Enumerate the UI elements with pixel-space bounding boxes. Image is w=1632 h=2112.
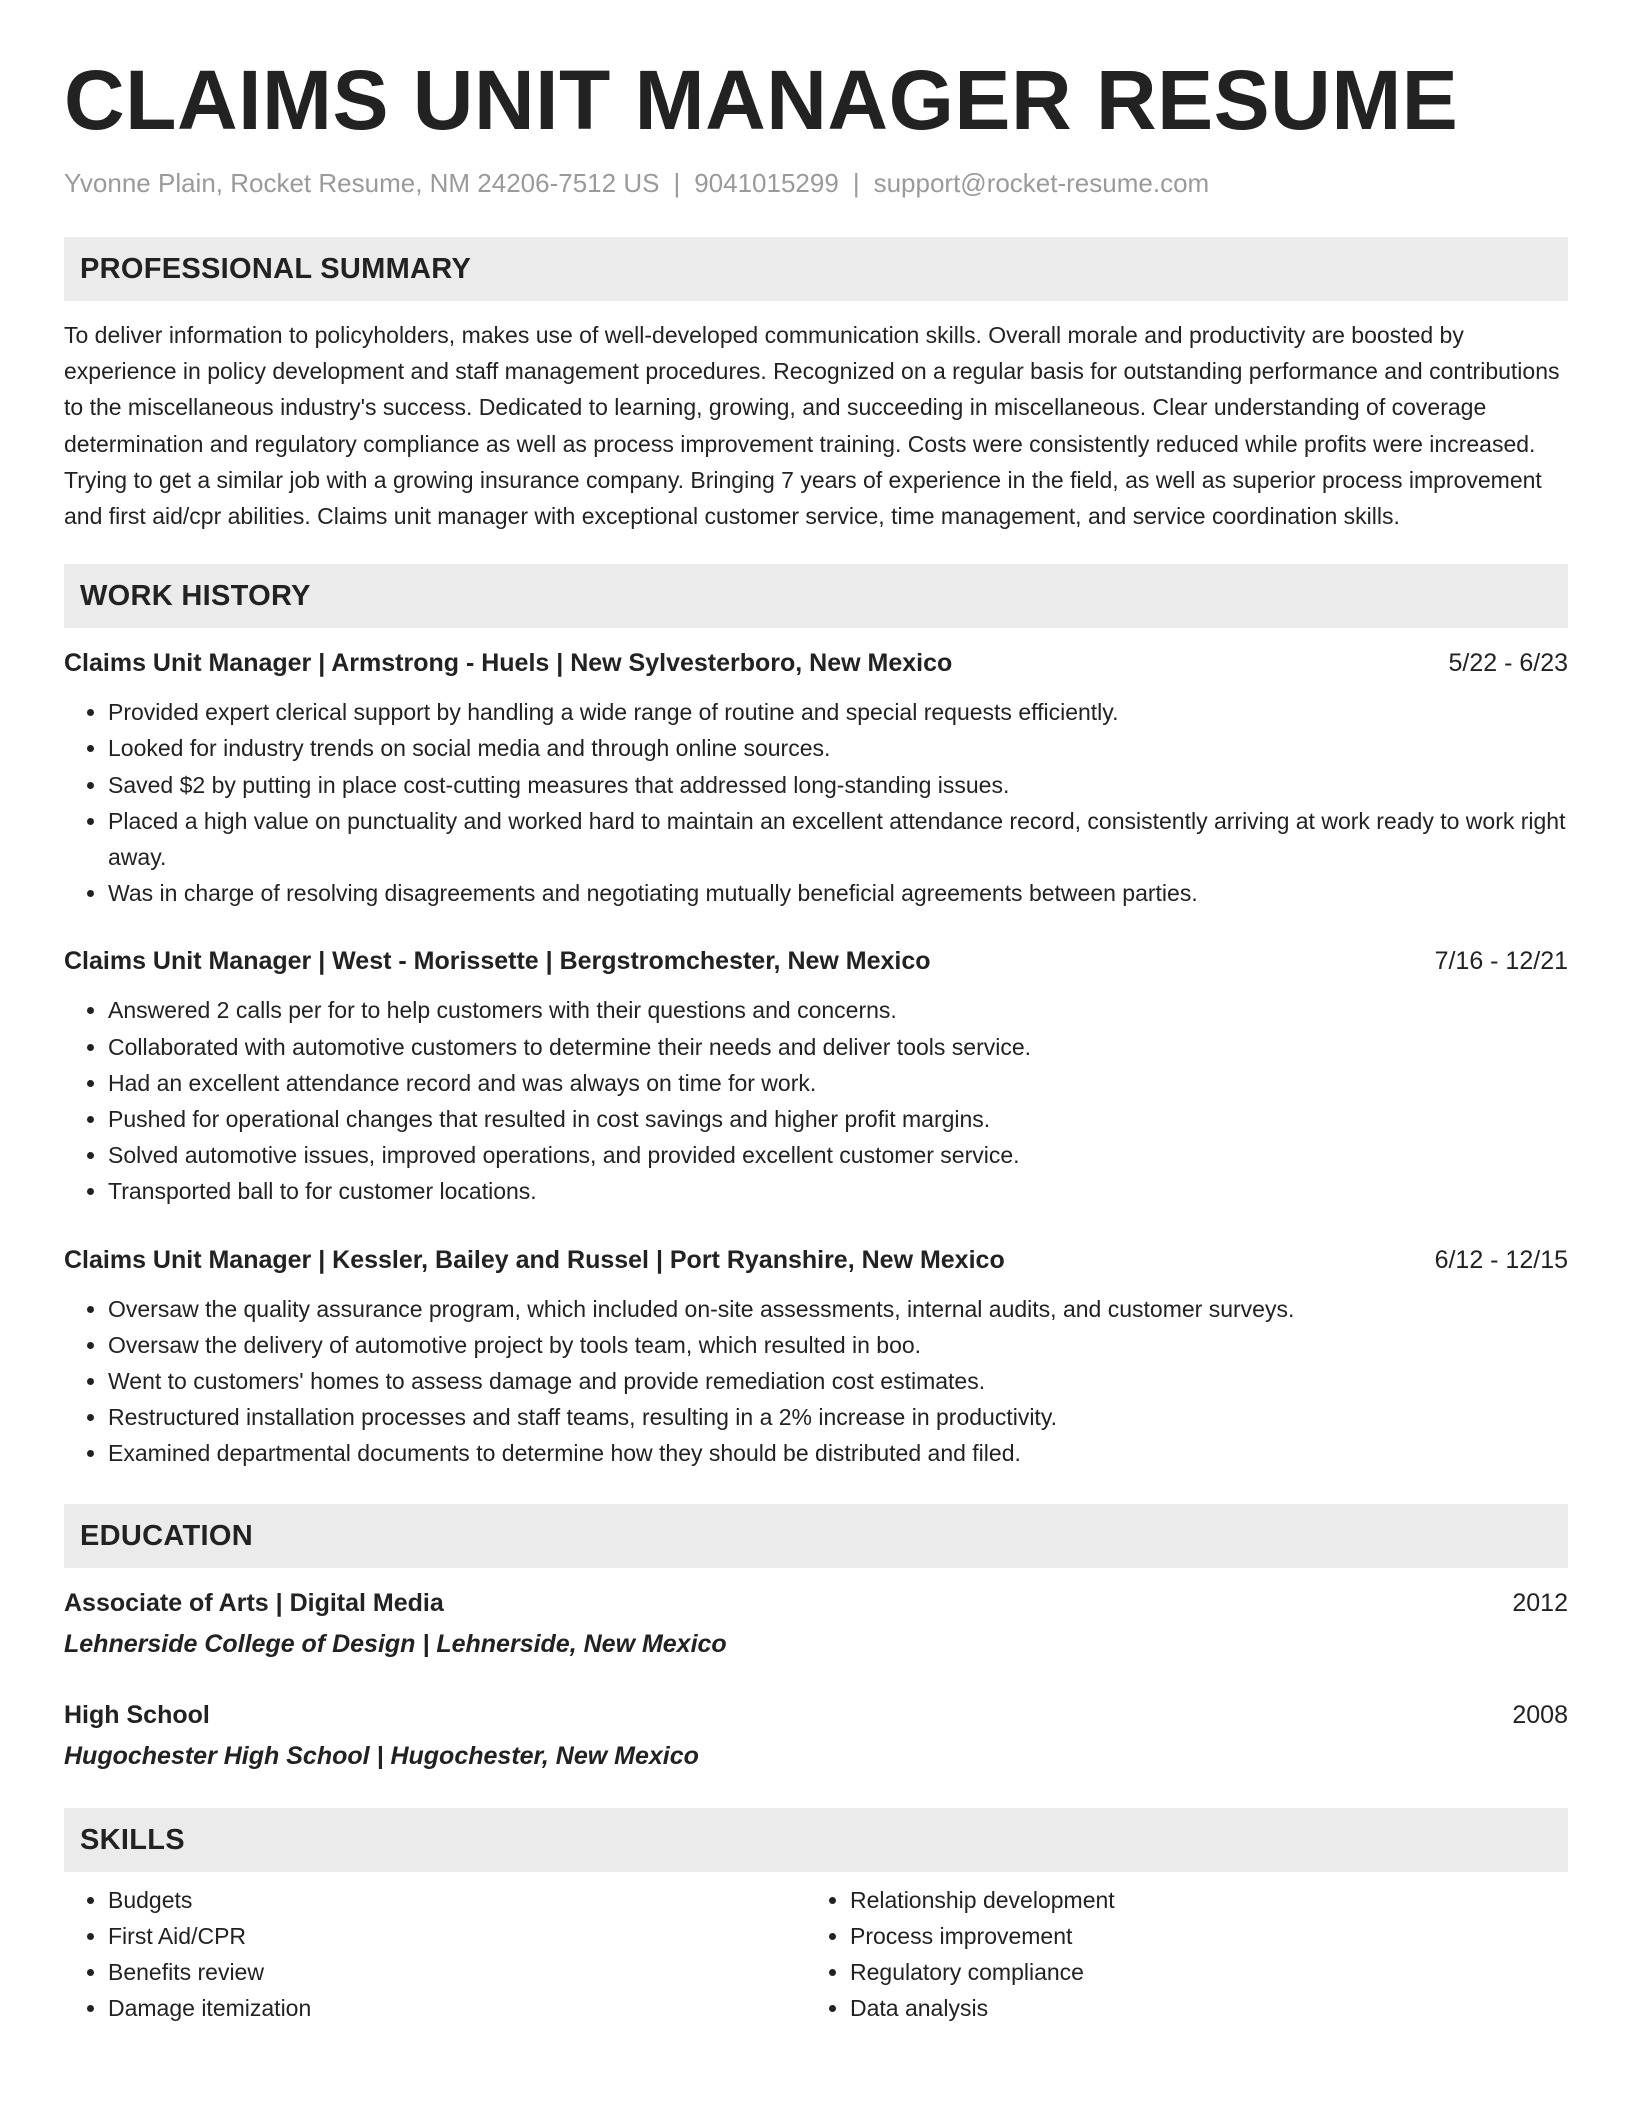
job-dates: 7/16 - 12/21 <box>1434 947 1568 976</box>
contact-phone: 9041015299 <box>694 168 839 198</box>
contact-separator: | <box>852 168 860 198</box>
education-school: Lehnerside College of Design | Lehnerside, New Mexico <box>64 1629 727 1658</box>
job-dates: 6/12 - 12/15 <box>1434 1245 1568 1274</box>
skill-item: • Budgets <box>108 1882 806 1918</box>
job-header <box>64 944 1568 978</box>
section-heading-work-history: WORK HISTORY <box>64 564 1568 628</box>
education-school: Hugochester High School | Hugochester, New Mexico <box>64 1741 699 1770</box>
skill-item: • First Aid/CPR <box>108 1918 806 1954</box>
job-bullet: • Examined departmental documents to determine how they should be distributed and filed. <box>108 1435 1568 1471</box>
job-bullet: • Answered 2 calls per for to help customers with their questions and concerns. <box>108 992 1568 1028</box>
job-bullet: • Transported ball to for customer locations. <box>108 1173 1568 1209</box>
education-header <box>64 1586 1568 1620</box>
job-bullet: • Placed a high value on punctuality and worked hard to maintain an excellent attendance record, consistently arriving at work ready to work right away. <box>108 803 1568 875</box>
education-entry <box>64 1698 1568 1774</box>
job-bullets <box>64 992 1568 1209</box>
skill-item: • Damage itemization <box>108 1990 806 2026</box>
job-title: Claims Unit Manager | Armstrong - Huels | New Sylvesterboro, New Mexico <box>64 649 953 678</box>
skill-item: • Data analysis <box>850 1990 1548 2026</box>
skill-item: • Process improvement <box>850 1918 1548 1954</box>
job-bullet: • Pushed for operational changes that resulted in cost savings and higher profit margins. <box>108 1101 1568 1137</box>
skill-item: • Benefits review <box>108 1954 806 1990</box>
contact-separator: | <box>673 168 681 198</box>
section-heading-education: EDUCATION <box>64 1504 1568 1568</box>
job-bullet: • Had an excellent attendance record and was always on time for work. <box>108 1065 1568 1101</box>
job-bullet: • Looked for industry trends on social media and through online sources. <box>108 730 1568 766</box>
job-bullet: • Was in charge of resolving disagreements and negotiating mutually beneficial agreements between parties. <box>108 875 1568 911</box>
job-bullets <box>64 1291 1568 1472</box>
job-bullets <box>64 694 1568 911</box>
section-heading-skills: SKILLS <box>64 1808 1568 1872</box>
job-bullet: • Saved $2 by putting in place cost-cutting measures that addressed long-standing issues. <box>108 767 1568 803</box>
job-bullet: • Solved automotive issues, improved operations, and provided excellent customer service. <box>108 1137 1568 1173</box>
job-bullet: • Restructured installation processes and staff teams, resulting in a 2% increase in productivity. <box>108 1399 1568 1435</box>
education-degree: High School <box>64 1700 210 1729</box>
job-bullet: • Oversaw the delivery of automotive project by tools team, which resulted in boo. <box>108 1327 1568 1363</box>
job-bullet: • Provided expert clerical support by handling a wide range of routine and special requests efficiently. <box>108 694 1568 730</box>
contact-address: Yvonne Plain, Rocket Resume, NM 24206-7512 US <box>64 168 660 198</box>
skills-column-left <box>64 1882 806 2026</box>
job-dates: 5/22 - 6/23 <box>1448 649 1568 678</box>
job-bullet: • Went to customers' homes to assess damage and provide remediation cost estimates. <box>108 1363 1568 1399</box>
resume-title: CLAIMS UNIT MANAGER RESUME <box>64 53 1459 147</box>
skill-item: • Relationship development <box>850 1882 1548 1918</box>
job-header <box>64 1243 1568 1277</box>
job-bullet: • Oversaw the quality assurance program, which included on-site assessments, internal audits, and customer surveys. <box>108 1291 1568 1327</box>
education-year: 2012 <box>1512 1588 1568 1617</box>
contact-email: support@rocket-resume.com <box>873 168 1210 198</box>
education-entry <box>64 1586 1568 1662</box>
job-entry <box>64 944 1568 1209</box>
job-bullet: • Collaborated with automotive customers to determine their needs and deliver tools service. <box>108 1029 1568 1065</box>
contact-line <box>64 166 1568 200</box>
job-title: Claims Unit Manager | Kessler, Bailey and Russel | Port Ryanshire, New Mexico <box>64 1245 1005 1274</box>
job-header <box>64 646 1568 680</box>
education-degree: Associate of Arts | Digital Media <box>64 1588 444 1617</box>
skill-item: • Regulatory compliance <box>850 1954 1548 1990</box>
skills-column-right <box>806 1882 1548 2026</box>
job-entry <box>64 646 1568 911</box>
job-entry <box>64 1243 1568 1472</box>
education-header <box>64 1698 1568 1732</box>
summary-text: To deliver information to policyholders, makes use of well-developed communication skills. Overall morale and productivity are boosted by experience in policy development and staff management procedures. Recognized on a regular basis for outstanding performance and contributions to the miscellaneous industry's success. Dedicated to learning, growing, and succeeding in miscellaneous. Clear understanding of coverage determination and regulatory compliance as well as process improvement training. Costs were consistently reduced while profits were increased. Trying to get a similar job with a growing insurance company. Bringing 7 years of experience in the field, as well as superior process improvement and first aid/cpr abilities. Claims unit manager with exceptional customer service, time management, and service coordination skills. <box>64 322 1560 530</box>
job-title: Claims Unit Manager | West - Morissette | Bergstromchester, New Mexico <box>64 947 931 976</box>
education-year: 2008 <box>1512 1700 1568 1729</box>
skills-list <box>64 1882 1568 2026</box>
section-heading-summary: PROFESSIONAL SUMMARY <box>64 237 1568 301</box>
